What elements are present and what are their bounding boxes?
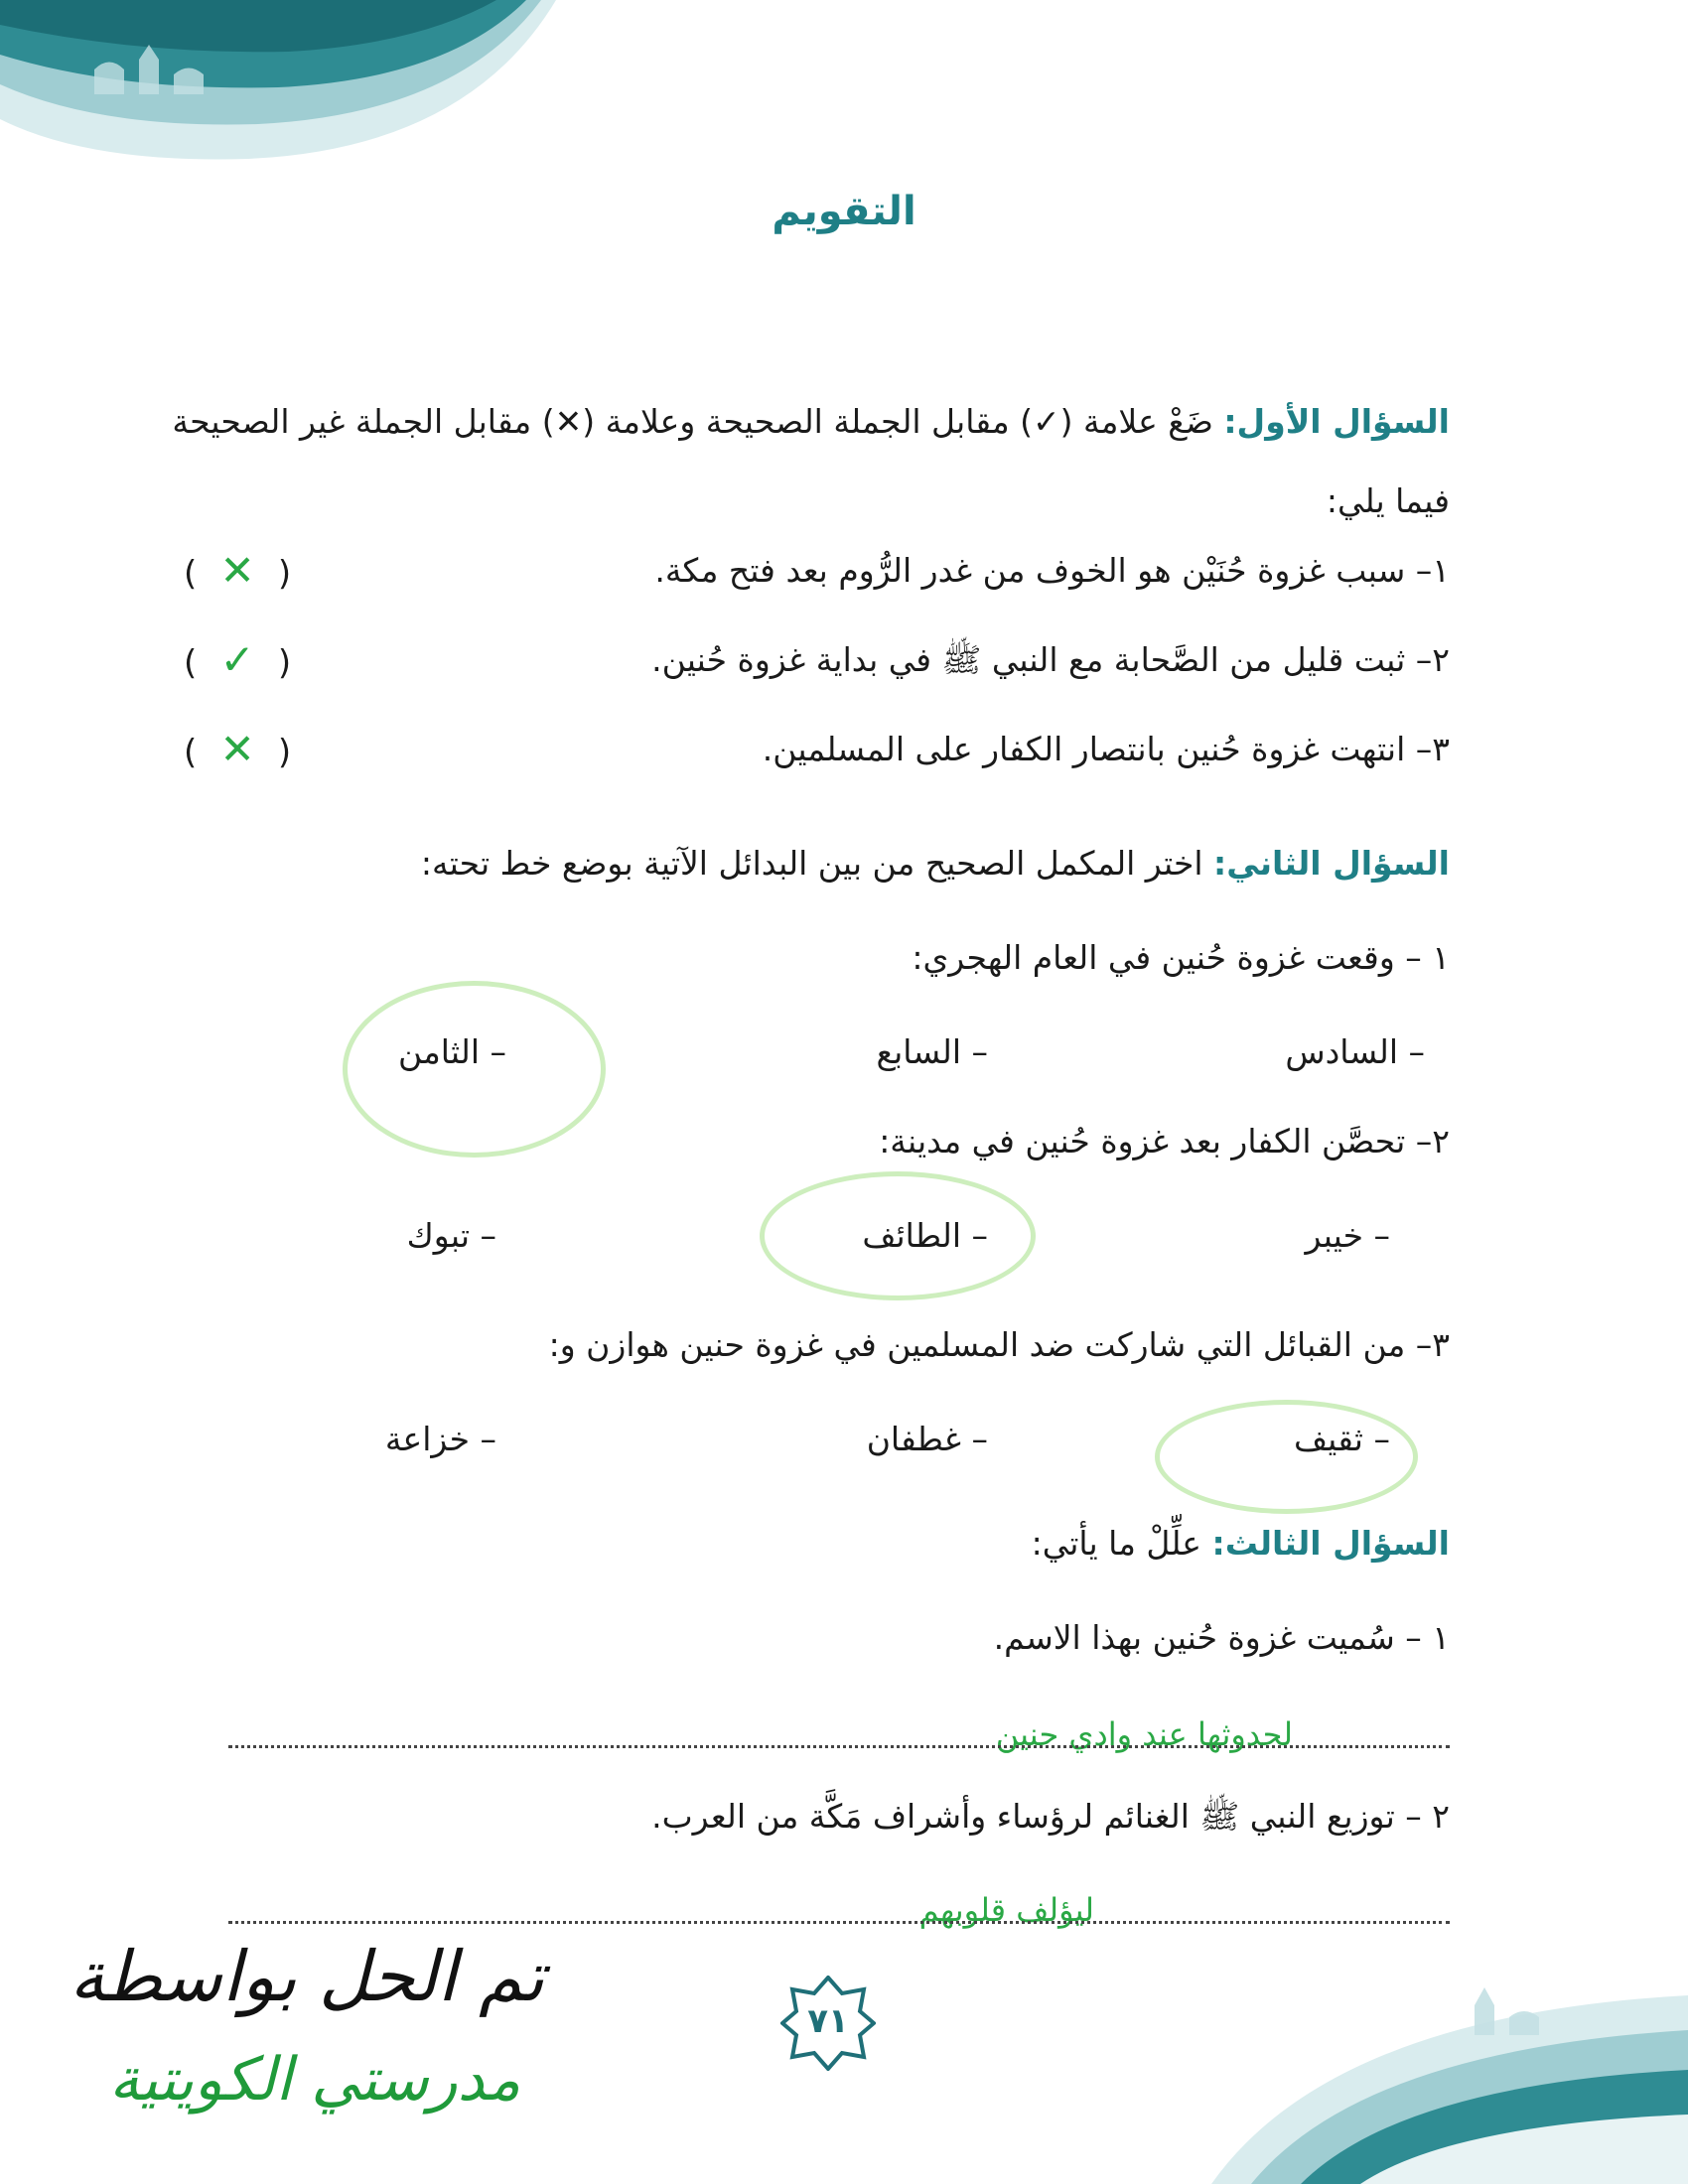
paren-close: ) — [277, 643, 292, 683]
q1-item-2-answer — [184, 635, 291, 684]
q2-item-2-option-2: – الطائف — [862, 1216, 988, 1255]
q1-item-3-answer — [184, 725, 291, 773]
q2-item-2-option-1: – خيبر — [1305, 1216, 1390, 1255]
watermark-line-1: تم الحل بواسطة — [70, 1936, 545, 2017]
q3-heading: السؤال الثالث: — [1211, 1524, 1450, 1563]
q2-item-3-option-3: – خزاعة — [384, 1420, 496, 1458]
paren-open: ( — [184, 554, 198, 594]
q2-item-1: ١ – وقعت غزوة حُنين في العام الهجري: — [912, 938, 1450, 977]
q2-heading: السؤال الثاني: — [1213, 844, 1450, 883]
q2-item-3-option-1: – ثقيف — [1294, 1420, 1390, 1458]
selected-answer-circle — [1155, 1400, 1418, 1514]
watermark-line-2: مدرستي الكويتية — [109, 2045, 521, 2115]
q1-instruction — [119, 382, 1450, 541]
paren-open: ( — [184, 643, 198, 683]
q1-instruction-text: ضَعْ علامة (✓) مقابل الجملة الصحيحة وعلامة (✕) مقابل الجملة غير الصحيحة فيما يلي: — [172, 402, 1450, 520]
q3-item-1-answer: لحدوثها عند وادي حنين — [995, 1715, 1293, 1753]
q3-item-1: ١ – سُميت غزوة حُنين بهذا الاسم. — [993, 1618, 1450, 1657]
page-number-text: ٧١ — [807, 2001, 849, 2041]
cross-icon: ✕ — [219, 725, 255, 773]
q2-item-1-option-1: – السادس — [1285, 1032, 1425, 1071]
q1-item-2: ٢– ثبت قليل من الصَّحابة مع النبي ﷺ في بداية غزوة حُنين. — [651, 640, 1450, 679]
answer-line — [228, 1745, 1450, 1748]
q3-item-2-answer: ليؤلف قلوبهم — [918, 1891, 1094, 1929]
q1-item-1-answer — [184, 546, 291, 595]
q2-item-3-option-2: – غطفان — [866, 1420, 988, 1458]
top-left-ornament — [0, 0, 556, 169]
q3-instruction-text: علِّلْ ما يأتي: — [1031, 1524, 1201, 1563]
q1-item-3: ٣– انتهت غزوة حُنين بانتصار الكفار على المسلمين. — [762, 730, 1450, 768]
paren-close: ) — [277, 554, 292, 594]
q2-item-1-option-2: – السابع — [876, 1032, 988, 1071]
selected-answer-circle — [760, 1171, 1036, 1300]
q2-item-2-option-3: – تبوك — [406, 1216, 496, 1255]
paren-close: ) — [277, 733, 292, 772]
q1-heading: السؤال الأول: — [1223, 402, 1450, 441]
q2-instruction — [421, 844, 1450, 883]
paren-open: ( — [184, 733, 198, 772]
bottom-right-ornament — [1211, 1976, 1688, 2184]
q1-item-1: ١– سبب غزوة حُنَيْن هو الخوف من غدر الرُّوم بعد فتح مكة. — [654, 551, 1450, 590]
q2-instruction-text: اختر المكمل الصحيح من بين البدائل الآتية بوضع خط تحته: — [420, 844, 1203, 883]
q2-item-1-option-3: – الثامن — [397, 1032, 506, 1071]
page-title: التقويم — [772, 189, 916, 234]
q3-instruction — [1032, 1524, 1450, 1563]
page-number — [780, 1976, 876, 2071]
selected-answer-circle — [343, 981, 606, 1158]
q2-item-3: ٣– من القبائل التي شاركت ضد المسلمين في غزوة حنين هوازن و: — [548, 1325, 1450, 1364]
answer-line — [228, 1921, 1450, 1924]
q3-item-2: ٢ – توزيع النبي ﷺ الغنائم لرؤساء وأشراف مَكَّة من العرب. — [651, 1797, 1450, 1836]
check-icon: ✓ — [219, 635, 255, 684]
cross-icon: ✕ — [219, 546, 255, 595]
q2-item-2: ٢– تحصَّن الكفار بعد غزوة حُنين في مدينة: — [879, 1122, 1450, 1160]
